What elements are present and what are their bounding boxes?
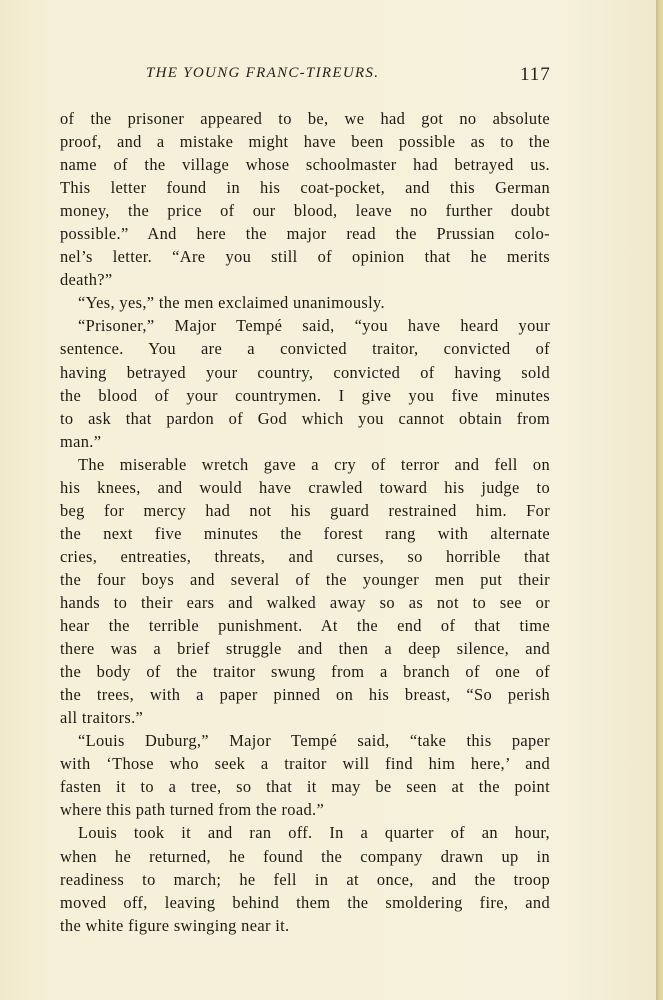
page-header bbox=[0, 60, 663, 90]
text-line: “Yes, yes,” the men exclaimed unanimously. bbox=[78, 293, 385, 313]
text-line: “Louis Duburg,” Major Tempé said, “take this paper bbox=[78, 731, 550, 751]
body-text bbox=[60, 107, 550, 937]
text-line: “Prisoner,” Major Tempé said, “you have heard your bbox=[78, 316, 550, 336]
page-number: 117 bbox=[520, 64, 551, 85]
text-line: the next five minutes the forest rang with alternate bbox=[60, 523, 550, 543]
text-line: sentence. You are a convicted traitor, convicted of bbox=[60, 339, 550, 359]
text-line: the body of the traitor swung from a branch of one of bbox=[60, 662, 550, 682]
running-head: THE YOUNG FRANC-TIREURS. bbox=[146, 65, 380, 81]
text-line: all traitors.” bbox=[60, 708, 144, 728]
text-line: there was a brief struggle and then a deep silence, and bbox=[60, 639, 550, 659]
text-line: hear the terrible punishment. At the end of that time bbox=[60, 616, 550, 636]
text-line: with ‘Those who seek a traitor will find him here,’ and bbox=[60, 754, 550, 774]
text-line: beg for mercy had not his guard restrained him. For bbox=[60, 500, 550, 520]
text-line: where this path turned from the road.” bbox=[60, 800, 325, 820]
text-line: The miserable wretch gave a cry of terror and fell on bbox=[78, 454, 550, 474]
text-line: name of the village whose schoolmaster had betrayed us. bbox=[60, 155, 550, 175]
text-line: cries, entreaties, threats, and curses, so horrible that bbox=[60, 546, 550, 566]
text-line: money, the price of our blood, leave no further doubt bbox=[60, 201, 550, 221]
text-line: the blood of your countrymen. I give you five minutes bbox=[60, 385, 550, 405]
page-edge bbox=[656, 0, 663, 1000]
text-line: hands to their ears and walked away so as not to see or bbox=[60, 592, 550, 612]
text-line: to ask that pardon of God which you cannot obtain from bbox=[60, 408, 550, 428]
text-line: having betrayed your country, convicted of having sold bbox=[60, 362, 550, 382]
text-line: death?” bbox=[60, 270, 113, 290]
text-line: This letter found in his coat-pocket, and this German bbox=[60, 178, 550, 198]
text-line: man.” bbox=[60, 431, 102, 451]
text-line: readiness to march; he fell in at once, and the troop bbox=[60, 869, 550, 889]
text-line: when he returned, he found the company drawn up in bbox=[60, 846, 550, 866]
text-line: possible.” And here the major read the Prussian colo- bbox=[60, 224, 550, 244]
text-line: the four boys and several of the younger men put their bbox=[60, 569, 550, 589]
text-line: proof, and a mistake might have been possible as to the bbox=[60, 132, 550, 152]
text-line: Louis took it and ran off. In a quarter of an hour, bbox=[78, 823, 550, 843]
text-line: the trees, with a paper pinned on his breast, “So perish bbox=[60, 685, 550, 705]
text-line: the white figure swinging near it. bbox=[60, 915, 290, 935]
text-line: fasten it to a tree, so that it may be seen at the point bbox=[60, 777, 550, 797]
text-line: of the prisoner appeared to be, we had got no absolute bbox=[60, 109, 550, 128]
text-line: nel’s letter. “Are you still of opinion that he merits bbox=[60, 247, 550, 267]
text-line: moved off, leaving behind them the smoldering fire, and bbox=[60, 892, 550, 912]
text-line: his knees, and would have crawled toward his judge to bbox=[60, 477, 550, 497]
